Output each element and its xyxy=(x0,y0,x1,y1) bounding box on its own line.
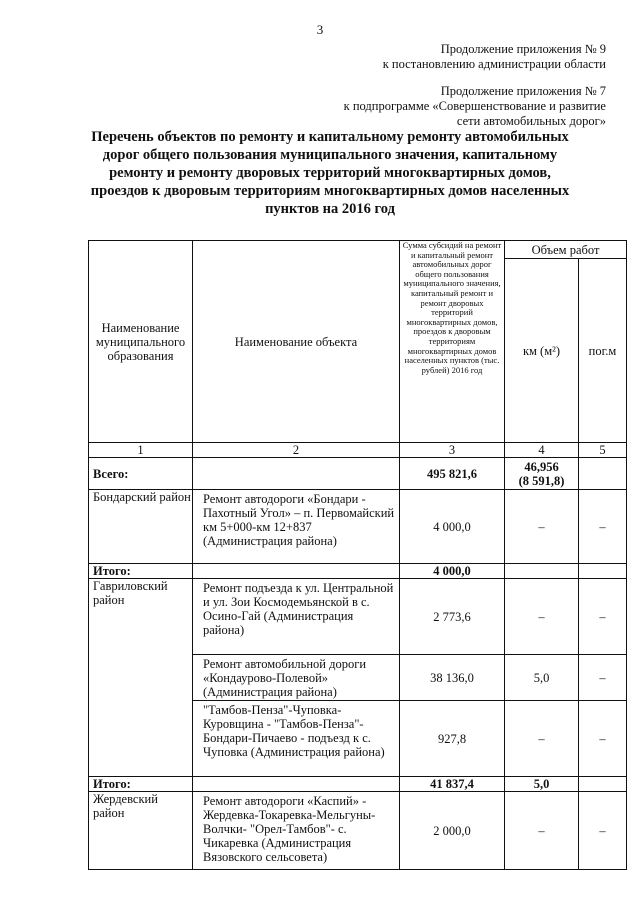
object-km: – xyxy=(505,701,579,777)
header-subprogram-2: сети автомобильных дорог» xyxy=(456,114,606,128)
header-volume: Объем работ xyxy=(505,241,627,259)
header-km: км (м²) xyxy=(505,259,579,443)
table-row xyxy=(89,579,627,655)
object-pm: – xyxy=(579,701,627,777)
object-sum: 2 773,6 xyxy=(400,579,505,655)
header-appendix-9: Продолжение приложения № 9 xyxy=(440,42,606,56)
header-subprogram: к подпрограмме «Совершенствование и развитие xyxy=(343,99,606,113)
colnum-1: 1 xyxy=(89,443,193,458)
district-gavrilov: Гавриловский район xyxy=(89,579,193,777)
object-sum: 38 136,0 xyxy=(400,655,505,701)
object-name: Ремонт автодороги «Каспий» - Жердевка-Токаревка-Мельгуны-Волчки- "Орел-Тамбов"- с. Чикаревка (Администрация Вязовского сельсовета) xyxy=(193,792,400,870)
object-name: Ремонт автомобильной дороги «Кондаурово-Полевой» (Администрация района) xyxy=(193,655,400,701)
table-row xyxy=(89,792,627,870)
total-label: Всего: xyxy=(89,458,193,490)
itogo-sum: 4 000,0 xyxy=(400,564,505,579)
object-km: 5,0 xyxy=(505,655,579,701)
itogo-label: Итого: xyxy=(89,777,193,792)
itogo-km: 5,0 xyxy=(505,777,579,792)
object-sum: 927,8 xyxy=(400,701,505,777)
object-pm: – xyxy=(579,579,627,655)
object-sum: 2 000,0 xyxy=(400,792,505,870)
table-row xyxy=(89,490,627,564)
object-km: – xyxy=(505,579,579,655)
header-pm: пог.м xyxy=(579,259,627,443)
table-row-itogo xyxy=(89,777,627,792)
object-pm: – xyxy=(579,490,627,564)
object-name: "Тамбов-Пенза"-Чуповка-Куровщина - "Тамбов-Пенза"-Бондари-Пичаево - подъезд к с. Чуповка (Администрация района) xyxy=(193,701,400,777)
object-pm: – xyxy=(579,792,627,870)
page-number: 3 xyxy=(316,22,324,37)
header-municipality: Наименование муниципального образования xyxy=(89,241,193,443)
header-decree: к постановлению администрации области xyxy=(382,57,606,71)
object-sum: 4 000,0 xyxy=(400,490,505,564)
object-name: Ремонт подъезда к ул. Центральной и ул. Зои Космодемьянской в с. Осино-Гай (Администрация района) xyxy=(193,579,400,655)
itogo-label: Итого: xyxy=(89,564,193,579)
objects-table xyxy=(88,240,627,870)
page-title: Перечень объектов по ремонту и капитальному ремонту автомобильных дорог общего пользования муниципального значения, капитальному ремонту и ремонту дворовых территорий многоквартирных домов, проездов к дворовым территориям многоквартирных домов населенных пунктов на 2016 год xyxy=(90,129,570,217)
table-row-total xyxy=(89,458,627,490)
object-km: – xyxy=(505,490,579,564)
header-subsidy: Сумма субсидий на ремонт и капитальный ремонт автомобильных дорог общего пользования муниципального значения, капитальный ремонт и ремонт дворовых территорий многоквартирных домов, проездов к дворовым территориям многоквартирных домов населенных пунктов (тыс. рублей) 2016 год xyxy=(400,241,505,443)
header-object: Наименование объекта xyxy=(193,241,400,443)
colnum-2: 2 xyxy=(193,443,400,458)
header-appendix-7: Продолжение приложения № 7 xyxy=(440,84,606,98)
colnum-4: 4 xyxy=(505,443,579,458)
object-name: Ремонт автодороги «Бондари - Пахотный Угол» – п. Первомайский км 5+000-км 12+837 (Администрация района) xyxy=(193,490,400,564)
district-bondari: Бондарский район xyxy=(89,490,193,564)
object-pm: – xyxy=(579,655,627,701)
total-sum: 495 821,6 xyxy=(400,458,505,490)
colnum-3: 3 xyxy=(400,443,505,458)
object-km: – xyxy=(505,792,579,870)
table-row-itogo xyxy=(89,564,627,579)
total-volume: 46,956 (8 591,8) xyxy=(505,458,579,490)
itogo-sum: 41 837,4 xyxy=(400,777,505,792)
colnum-5: 5 xyxy=(579,443,627,458)
district-zherdev: Жердевский район xyxy=(89,792,193,870)
